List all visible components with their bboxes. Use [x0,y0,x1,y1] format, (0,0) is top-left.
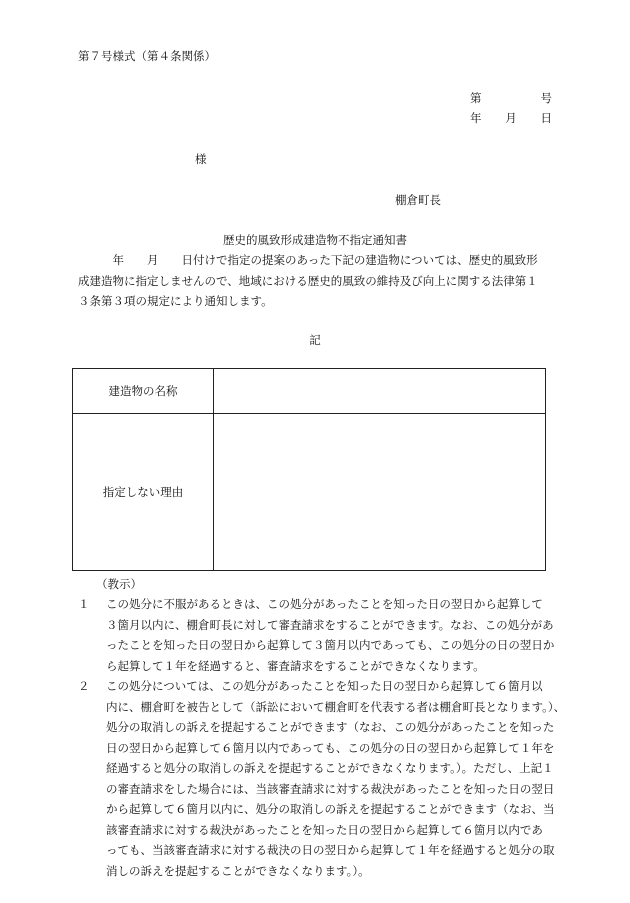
document-date [470,110,552,126]
note-2 [78,676,566,881]
ki-heading: 記 [309,333,321,347]
body-text [78,250,550,312]
sender: 棚倉町長 [395,193,441,207]
instruction-heading: （教示） [96,577,142,591]
note-line: 経過すると処分の取消しの訴えを提起することができなくなります。）。ただし、上記１ [106,761,554,775]
note-line: この処分については、この処分があったことを知った日の翌日から起算して６箇月以 [106,679,543,693]
note-1 [78,594,553,676]
date-year: 年 [470,111,482,125]
building-name-value [214,369,546,414]
note-number: １ [78,597,90,611]
note-line: ら起算して１年を経過すると、審査請求をすることができなくなります。 [106,658,485,673]
note-line: の審査請求をした場合には、当該審査請求に対する裁決があったことを知った日の翌日 [106,781,555,796]
addressee: 様 [195,152,207,166]
document-number [470,90,552,106]
note-line: 消しの訴えを提起することができなくなります。）。 [106,863,370,878]
date-day: 日 [540,111,552,125]
note-line: 日の翌日から起算して６箇月以内であっても、この処分の日の翌日から起算して１年を [106,740,555,755]
note-line: 処分の取消しの訴えを提起することができます（なお、この処分があったことを知った [106,720,555,734]
document-number-prefix: 第 [470,91,482,105]
building-name-label: 建造物の名称 [73,369,214,414]
building-info-table [72,368,546,571]
form-number: 第７号様式（第４条関係） [78,49,216,63]
document-number-suffix: 号 [540,91,552,105]
note-line: この処分に不服があるときは、この処分があったことを知った日の翌日から起算して [106,597,543,611]
reason-label: 指定しない理由 [73,414,214,571]
note-number: ２ [78,679,90,693]
note-line: 内に、棚倉町を被告として（訴訟において棚倉町を代表する者は棚倉町長となります。）、 [106,699,566,714]
note-line: っても、当該審査請求に対する裁決の日の翌日から起算して１年を経過すると処分の取 [106,843,555,857]
date-month: 月 [505,111,517,125]
document-title: 歴史的風致形成建造物不指定通知書 [223,233,407,247]
body-line: ３条第３項の規定により通知します。 [78,294,273,308]
instruction-notes [78,594,566,881]
note-line: ３箇月以内に、棚倉町長に対して審査請求をすることができます。なお、この処分があ [106,617,554,632]
table-row [73,414,546,571]
body-line: 成建造物に指定しませんので、地域における歴史的風致の維持及び向上に関する法律第１ [78,273,538,288]
reason-value [214,414,546,571]
note-line: ったことを知った日の翌日から起算して３箇月以内であっても、この処分の日の翌日か [106,638,555,652]
body-line: 年 月 日付けで指定の提案のあった下記の建造物については、歴史的風致形 [78,253,538,267]
table-row [73,369,546,414]
note-line: から起算して６箇月以内に、処分の取消しの訴えを提起することができます（なお、当 [106,802,555,816]
note-line: 該審査請求に対する裁決があったことを知った日の翌日から起算して６箇月以内であ [106,822,543,837]
